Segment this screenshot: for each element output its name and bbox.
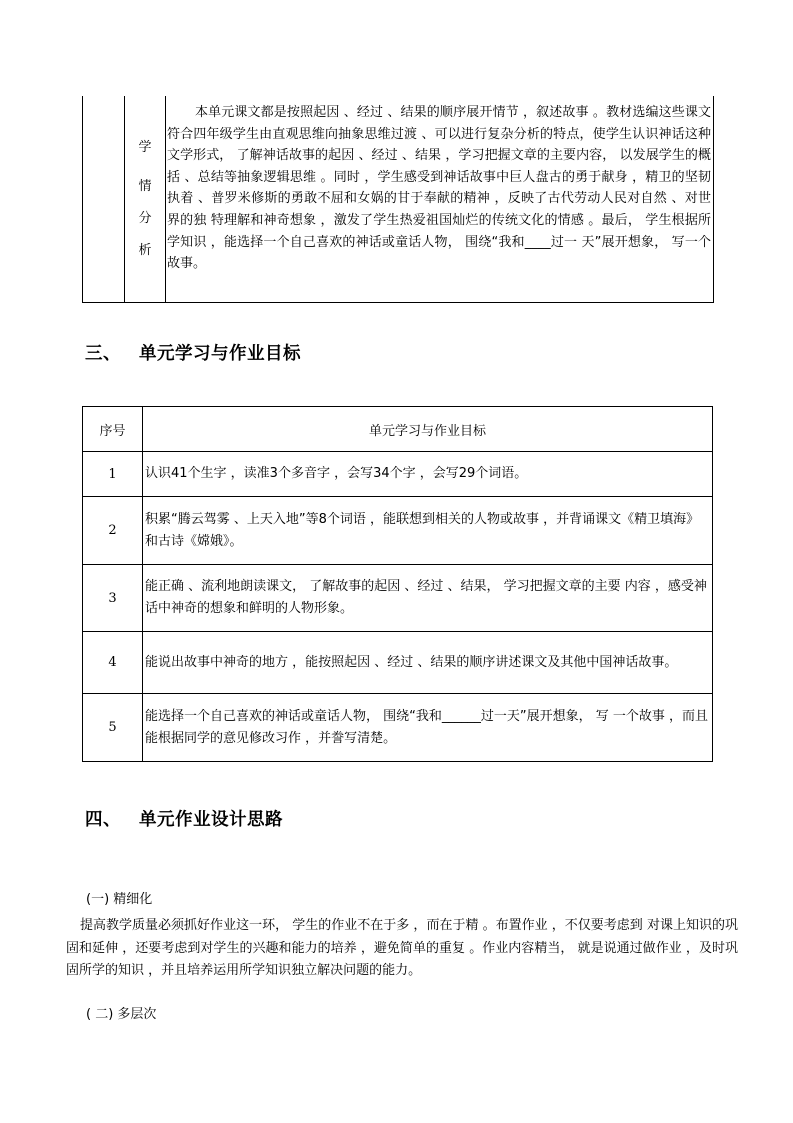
section-number: 四、 xyxy=(85,810,121,830)
row-text: 认识41个生字 ，读准3个多音字 ，会写34个字 ，会写29个词语。 xyxy=(143,452,713,497)
header-goal: 单元学习与作业目标 xyxy=(143,407,713,452)
learning-analysis-table xyxy=(82,96,714,303)
row-number: 2 xyxy=(83,497,143,565)
table-row xyxy=(83,694,713,762)
analysis-label-cell xyxy=(124,96,166,302)
section-number: 三、 xyxy=(85,344,121,364)
objectives-table xyxy=(82,406,713,762)
row-number: 1 xyxy=(83,452,143,497)
subheading-multilevel: ( 二) 多层次 xyxy=(86,1007,157,1022)
table-row xyxy=(83,497,713,565)
body-paragraph xyxy=(66,915,738,983)
label-char: 分 xyxy=(138,211,152,226)
table-row xyxy=(83,452,713,497)
table-row xyxy=(83,565,713,632)
analysis-paragraph: 本单元课文都是按照起因 、经过 、结果的顺序展开情节 ，叙述故事 。教材选编这些课文符合四年级学生由直观思维向抽象思维过渡 、可以进行复杂分析的特点，使学生认识神话这种文学形式， 了解神话故事的起因 、经过 、结果 ，学习把握文章的主要内容， 以发展学生的概括 、总结等抽象逻辑思维 。同时 ，学生感受到神话故事中巨人盘古的勇于献身 ，精卫的坚韧执着 、普罗米修斯的勇敢不屈和女娲的甘于奉献的精神 ，反映了古代劳动人民对自然 、对世界的独 特理解和神奇想象 ，激发了学生热爱祖国灿烂的传统文化的情感 。最后， 学生根据所学知识 ，能选择一个自己喜欢的神话或童话人物， 围绕“我和____过一 天”展开想象， 写一个故事。 xyxy=(167,105,711,272)
label-char: 析 xyxy=(138,243,152,258)
empty-cell xyxy=(83,96,124,302)
section-title: 单元学习与作业目标 xyxy=(139,344,301,364)
section-heading-4 xyxy=(85,806,283,831)
label-char: 情 xyxy=(138,179,152,194)
table-header-row xyxy=(83,407,713,452)
row-text: 能正确 、流利地朗读课文， 了解故事的起因 、经过 、结果， 学习把握文章的主要 内容 ，感受神话中神奇的想象和鲜明的人物形象。 xyxy=(143,565,713,632)
table-row xyxy=(83,632,713,694)
row-text: 积累“腾云驾雾 、上天入地”等8个词语 ，能联想到相关的人物或故事 ，并背诵课文《精卫填海》和古诗《嫦娥》。 xyxy=(143,497,713,565)
section-heading-3 xyxy=(85,340,301,365)
paragraph-text: 提高教学质量必须抓好作业这一环， 学生的作业不在于多 ，而在于精 。布置作业 ，不仅要考虑到 对课上知识的巩固和延伸 ，还要考虑到对学生的兴趣和能力的培养 ，避免简单的重复 。作业内容精当， 就是说通过做作业 ，及时巩固所学的知识 ，并且培养运用所学知识独立解决问题的能力。 xyxy=(66,918,738,978)
label-char: 学 xyxy=(138,140,152,155)
header-no: 序号 xyxy=(83,407,143,452)
row-number: 3 xyxy=(83,565,143,632)
row-text: 能选择一个自己喜欢的神话或童话人物， 围绕“我和______过一天”展开想象， 写 一个故事 ，而且能根据同学的意见修改习作 ，并誊写清楚。 xyxy=(143,694,713,762)
row-text: 能说出故事中神奇的地方 ，能按照起因 、经过 、结果的顺序讲述课文及其他中国神话故事。 xyxy=(143,632,713,694)
analysis-text-cell xyxy=(167,102,711,275)
row-number: 5 xyxy=(83,694,143,762)
section-title: 单元作业设计思路 xyxy=(139,810,283,830)
row-number: 4 xyxy=(83,632,143,694)
subheading-refined: (一) 精细化 xyxy=(86,892,153,907)
